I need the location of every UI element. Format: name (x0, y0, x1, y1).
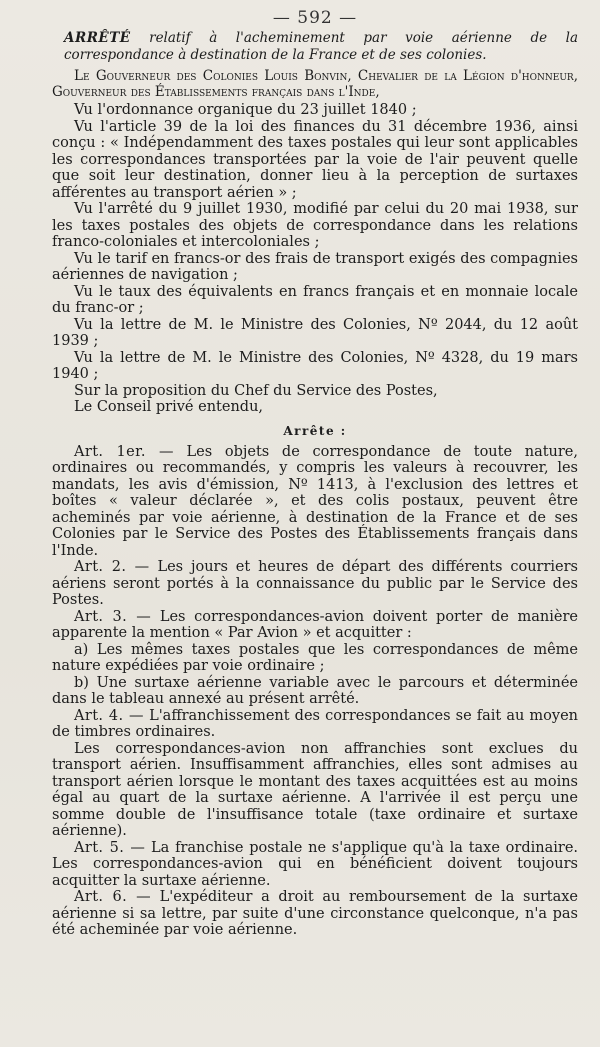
article-paragraph (52, 609, 578, 642)
article-text: Les objets de correspondance de toute nature, ordinaires ou recommandés, y compris les valeurs à recouvrer, les mandats, les avis d'émission, Nº 1413, à l'exclusion des lettres et boîtes « valeur déclarée », et des colis postaux, peuvent être acheminés par voie aérienne, à destination de la France et de ses Colonies par le Service des Postes des Établissements français dans l'Inde. (52, 443, 579, 559)
article-number: Art. 6. — (74, 889, 152, 905)
page-number-value: 592 (297, 8, 333, 28)
article-paragraph (52, 840, 578, 890)
article-paragraph (52, 559, 578, 609)
visa-paragraph: Le Conseil privé entendu, (74, 399, 264, 415)
visa-paragraph: Vu l'ordonnance organique du 23 juillet 1840 ; (74, 102, 417, 118)
article-subparagraph (52, 741, 578, 840)
article-number: Art. 1er. — (74, 443, 174, 460)
article-text: a) Les mêmes taxes postales que les correspondances de même nature expédiées par voie ordinaire ; (52, 641, 578, 674)
visa-paragraph: Vu la lettre de M. le Ministre des Colonies, Nº 4328, du 19 mars 1940 ; (52, 349, 578, 382)
visa-paragraph: Vu l'arrêté du 9 juillet 1930, modifié par celui du 20 mai 1938, sur les taxes postales des objets de correspondance dans les relations franco-coloniales et intercoloniales ; (52, 201, 578, 250)
visa-paragraph: Vu le taux des équivalents en francs français et en monnaie locale du franc-or ; (52, 283, 578, 316)
article-subparagraph (52, 642, 578, 675)
decree-title-text: relatif à l'acheminement par voie aérienne de la correspondance à destination de la France et de ses colonies. (64, 30, 578, 63)
article-number: Art. 4. — (74, 707, 144, 724)
article-subparagraph (52, 675, 578, 708)
decree-title-lead: ARRÊTÉ (64, 30, 131, 46)
arrete-heading: Arrête : (283, 423, 347, 438)
visa-paragraph: Vu l'article 39 de la loi des finances du 31 décembre 1936, ainsi conçu : « Indépendamment des taxes postales qui leur sont applicables les correspondances transportées par la voie de l'air peuvent quelle que soit leur destination, donner lieu à la perception de surtaxes afférentes au transport aérien » ; (52, 118, 578, 201)
article-number: Art. 3. — (74, 608, 152, 625)
article-text: L'affranchissement des correspondances se fait au moyen de timbres ordinaires. (52, 707, 579, 740)
article-paragraph (52, 444, 578, 560)
article-number: Art. 2. — (74, 559, 150, 575)
visa-paragraph: Vu le tarif en francs-or des frais de transport exigés des compagnies aériennes de navigation ; (52, 250, 578, 283)
article-text: La franchise postale ne s'applique qu'à la taxe ordinaire. Les correspondances-avion qui en bénéficient doivent toujours acquitter la surtaxe aérienne. (52, 839, 579, 889)
visa-paragraph: Sur la proposition du Chef du Service des Postes, (74, 382, 438, 399)
page-number: — 592 — (272, 8, 358, 28)
article-text: b) Une surtaxe aérienne variable avec le parcours et déterminée dans le tableau annexé au présent arrêté. (52, 674, 578, 707)
article-number: Art. 5. — (74, 839, 146, 856)
visa-paragraph: Vu la lettre de M. le Ministre des Colonies, Nº 2044, du 12 août 1939 ; (52, 316, 578, 349)
article-paragraph (52, 708, 578, 741)
preamble: Le Gouverneur des Colonies Louis Bonvin, Chevalier de la Légion d'honneur, Gouverneur des Établissements français dans l'Inde, (52, 68, 578, 100)
article-text: Les correspondances-avion doivent porter de manière apparente la mention « Par Avion » et acquitter : (52, 608, 578, 641)
article-text: Les jours et heures de départ des différents courriers aériens seront portés à la connaissance du public par le Service des Postes. (52, 559, 578, 608)
decree-title (64, 30, 578, 64)
article-paragraph (52, 889, 578, 939)
article-text: Les correspondances-avion non affranchies sont exclues du transport aérien. Insuffisamment affranchies, elles sont admises au transport aérien lorsque le montant des taxes acquittées est au moins égal au quart de la surtaxe aérienne. A l'arrivée il est perçu une somme double de l'insuffisance totale (taxe ordinaire et surtaxe aérienne). (52, 740, 578, 839)
article-text: L'expéditeur a droit au remboursement de la surtaxe aérienne si sa lettre, par suite d'une circonstance quelconque, n'a pas été acheminée par voie aérienne. (52, 889, 578, 938)
